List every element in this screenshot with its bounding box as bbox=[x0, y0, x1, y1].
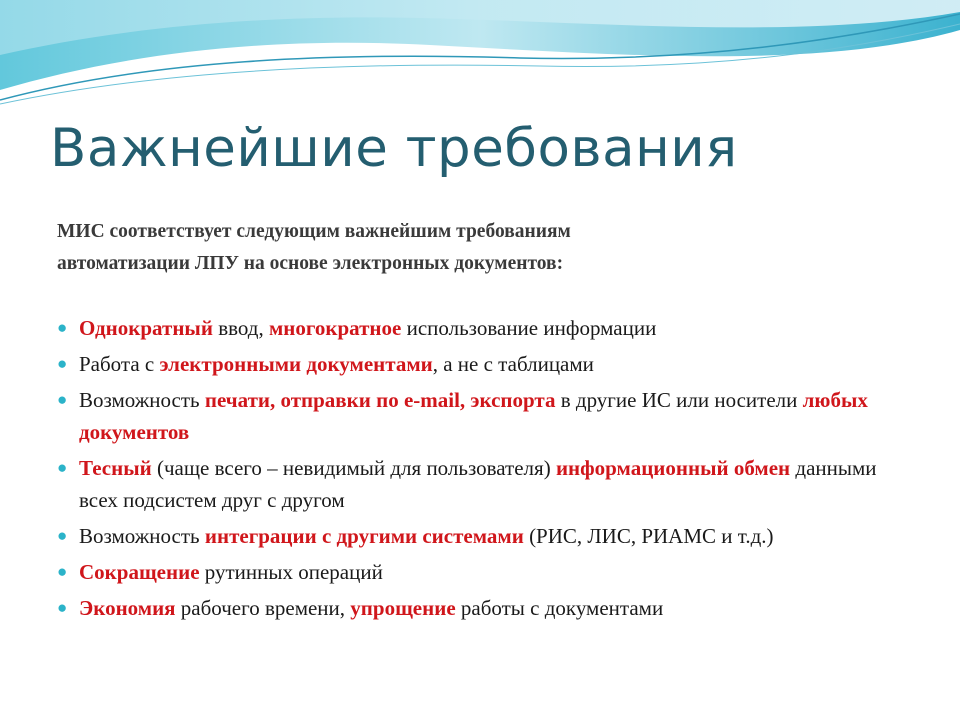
requirement-item bbox=[57, 348, 902, 380]
intro-line-1: МИС соответствует следующим важнейшим требованиям bbox=[57, 221, 571, 242]
slide-title: Важнейшие требования bbox=[50, 118, 738, 179]
requirement-item bbox=[57, 384, 902, 448]
highlight-text: Однократный bbox=[79, 316, 213, 340]
highlight-text: Сокращение bbox=[79, 560, 200, 584]
intro-text bbox=[57, 216, 917, 280]
highlight-text: многократное bbox=[268, 316, 402, 340]
body-text: Возможность bbox=[79, 524, 205, 548]
bullet-dot-icon: ● bbox=[57, 390, 68, 409]
highlight-text: Тесный bbox=[79, 456, 152, 480]
requirement-item bbox=[57, 556, 902, 588]
body-text: использование информации bbox=[401, 316, 657, 340]
highlight-text: печати, отправки по e-mail, экспорта bbox=[204, 388, 556, 412]
body-text: в другие ИС или носители bbox=[555, 388, 803, 412]
bullet-dot-icon: ● bbox=[57, 562, 68, 581]
bullet-dot-icon: ● bbox=[57, 458, 68, 477]
body-text: (чаще всего – невидимый для пользователя) bbox=[151, 456, 556, 480]
body-text: рутинных операций bbox=[199, 560, 383, 584]
body-text: рабочего времени, bbox=[175, 596, 351, 620]
requirement-item bbox=[57, 520, 902, 552]
highlight-text: упрощение bbox=[350, 596, 456, 620]
body-text: данными всех подсистем друг с другом bbox=[79, 456, 877, 512]
highlight-text: Экономия bbox=[79, 596, 176, 620]
intro-line-2: автоматизации ЛПУ на основе электронных документов: bbox=[57, 253, 564, 274]
highlight-text: информационный обмен bbox=[555, 456, 791, 480]
bullet-dot-icon: ● bbox=[57, 318, 68, 337]
bullet-dot-icon: ● bbox=[57, 598, 68, 617]
highlight-text: любых документов bbox=[79, 388, 868, 444]
highlight-text: электронными документами bbox=[159, 352, 433, 376]
body-text: , а не с таблицами bbox=[432, 352, 594, 376]
decorative-wave-header bbox=[0, 0, 960, 120]
requirements-list bbox=[57, 312, 902, 628]
bullet-dot-icon: ● bbox=[57, 354, 68, 373]
body-text: работы с документами bbox=[455, 596, 664, 620]
requirement-item bbox=[57, 592, 902, 624]
highlight-text: интеграции с другими системами bbox=[204, 524, 524, 548]
body-text: Работа с bbox=[79, 352, 160, 376]
bullet-dot-icon: ● bbox=[57, 526, 68, 545]
body-text: Возможность bbox=[79, 388, 205, 412]
body-text: ввод, bbox=[212, 316, 269, 340]
body-text: (РИС, ЛИС, РИАМС и т.д.) bbox=[523, 524, 774, 548]
requirement-item bbox=[57, 312, 902, 344]
requirement-item bbox=[57, 452, 902, 516]
